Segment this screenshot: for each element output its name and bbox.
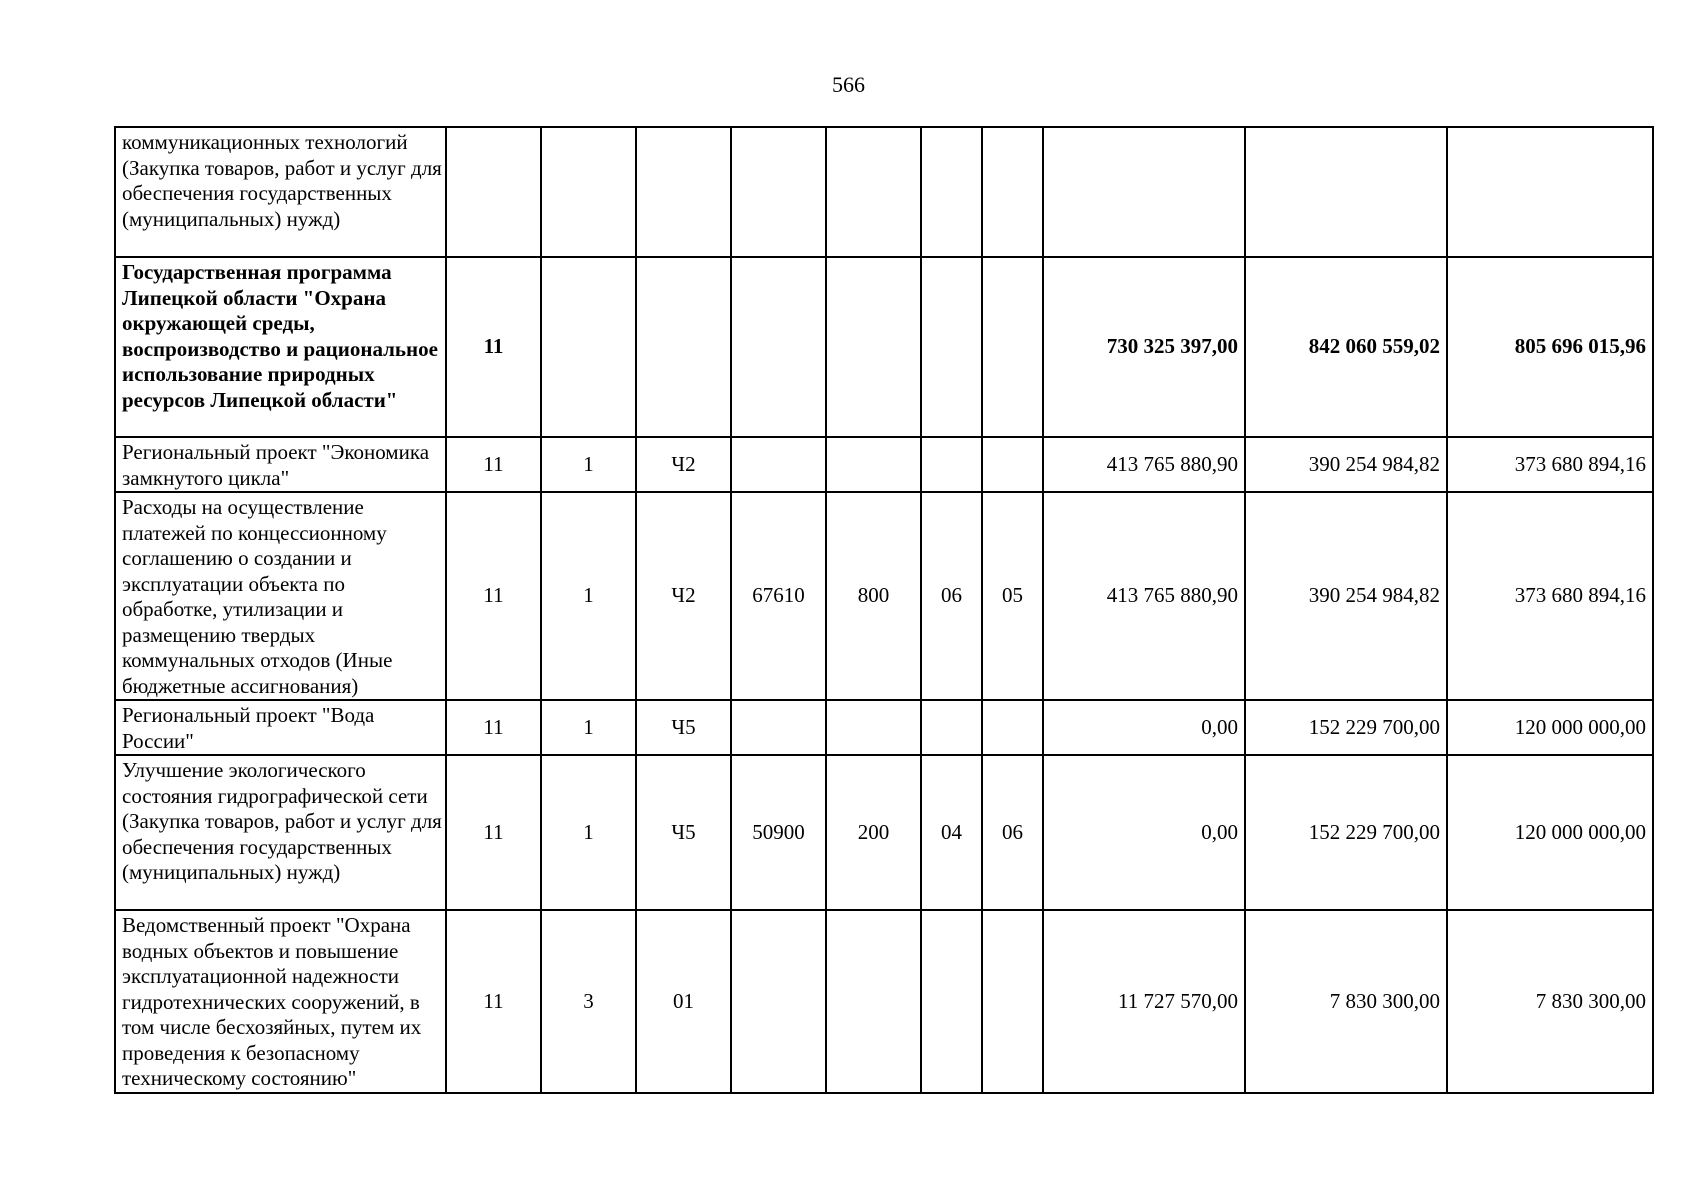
- subprogram-code-cell: 1: [541, 492, 636, 700]
- expense-type-cell: [826, 910, 921, 1093]
- project-code-cell: [636, 127, 731, 257]
- program-code-cell: 11: [446, 437, 541, 492]
- subsection-cell: [982, 127, 1043, 257]
- table-row: [115, 492, 1653, 700]
- amount-year2-cell: 842 060 559,02: [1245, 257, 1447, 437]
- amount-year2-cell: 390 254 984,82: [1245, 437, 1447, 492]
- budget-table: [114, 126, 1654, 1094]
- subsection-cell: [982, 910, 1043, 1093]
- amount-year3-cell: 373 680 894,16: [1447, 437, 1653, 492]
- direction-code-cell: 50900: [731, 755, 826, 910]
- amount-year2-cell: 390 254 984,82: [1245, 492, 1447, 700]
- row-name-cell: коммуникационных технологий (Закупка товаров, работ и услуг для обеспечения государственных (муниципальных) нужд): [115, 127, 446, 257]
- expense-type-cell: 800: [826, 492, 921, 700]
- amount-year1-cell: 0,00: [1043, 700, 1245, 755]
- amount-year1-cell: 730 325 397,00: [1043, 257, 1245, 437]
- amount-year3-cell: 120 000 000,00: [1447, 700, 1653, 755]
- amount-year3-cell: 7 830 300,00: [1447, 910, 1653, 1093]
- project-code-cell: Ч2: [636, 437, 731, 492]
- row-name-cell: Региональный проект "Экономика замкнутого цикла": [115, 437, 446, 492]
- table-row: [115, 700, 1653, 755]
- page-number: 566: [832, 72, 865, 97]
- expense-type-cell: [826, 127, 921, 257]
- expense-type-cell: [826, 437, 921, 492]
- subsection-cell: [982, 257, 1043, 437]
- amount-year2-cell: [1245, 127, 1447, 257]
- project-code-cell: Ч2: [636, 492, 731, 700]
- table-row: [115, 127, 1653, 257]
- amount-year1-cell: 413 765 880,90: [1043, 492, 1245, 700]
- amount-year3-cell: 805 696 015,96: [1447, 257, 1653, 437]
- amount-year1-cell: [1043, 127, 1245, 257]
- direction-code-cell: 67610: [731, 492, 826, 700]
- direction-code-cell: [731, 127, 826, 257]
- project-code-cell: [636, 257, 731, 437]
- row-name-cell: Ведомственный проект "Охрана водных объектов и повышение эксплуатационной надежности гидротехнических сооружений, в том числе бесхозяйных, путем их проведения к безопасному техническому состоянию": [115, 910, 446, 1093]
- subprogram-code-cell: 1: [541, 700, 636, 755]
- table-row: [115, 257, 1653, 437]
- table-row: [115, 910, 1653, 1093]
- expense-type-cell: 200: [826, 755, 921, 910]
- subprogram-code-cell: [541, 257, 636, 437]
- subprogram-code-cell: [541, 127, 636, 257]
- section-cell: 06: [921, 492, 982, 700]
- amount-year3-cell: 120 000 000,00: [1447, 755, 1653, 910]
- amount-year2-cell: 7 830 300,00: [1245, 910, 1447, 1093]
- row-name-cell: Улучшение экологического состояния гидрографической сети (Закупка товаров, работ и услуг для обеспечения государственных (муниципальных) нужд): [115, 755, 446, 910]
- subsection-cell: [982, 700, 1043, 755]
- row-name-cell: Расходы на осуществление платежей по концессионному соглашению о создании и эксплуатации объекта по обработке, утилизации и размещению твердых коммунальных отходов (Иные бюджетные ассигнования): [115, 492, 446, 700]
- amount-year3-cell: [1447, 127, 1653, 257]
- amount-year3-cell: 373 680 894,16: [1447, 492, 1653, 700]
- project-code-cell: Ч5: [636, 700, 731, 755]
- section-cell: 04: [921, 755, 982, 910]
- subsection-cell: 06: [982, 755, 1043, 910]
- program-code-cell: [446, 127, 541, 257]
- section-cell: [921, 127, 982, 257]
- direction-code-cell: [731, 700, 826, 755]
- project-code-cell: 01: [636, 910, 731, 1093]
- direction-code-cell: [731, 257, 826, 437]
- program-code-cell: 11: [446, 755, 541, 910]
- row-name-cell: Государственная программа Липецкой области "Охрана окружающей среды, воспроизводство и рациональное использование природных ресурсов Липецкой области": [115, 257, 446, 437]
- section-cell: [921, 257, 982, 437]
- program-code-cell: 11: [446, 910, 541, 1093]
- program-code-cell: 11: [446, 492, 541, 700]
- expense-type-cell: [826, 700, 921, 755]
- amount-year1-cell: 0,00: [1043, 755, 1245, 910]
- direction-code-cell: [731, 910, 826, 1093]
- subsection-cell: 05: [982, 492, 1043, 700]
- amount-year2-cell: 152 229 700,00: [1245, 700, 1447, 755]
- amount-year1-cell: 11 727 570,00: [1043, 910, 1245, 1093]
- subprogram-code-cell: 1: [541, 437, 636, 492]
- direction-code-cell: [731, 437, 826, 492]
- table-row: [115, 755, 1653, 910]
- project-code-cell: Ч5: [636, 755, 731, 910]
- section-cell: [921, 910, 982, 1093]
- subsection-cell: [982, 437, 1043, 492]
- amount-year2-cell: 152 229 700,00: [1245, 755, 1447, 910]
- subprogram-code-cell: 1: [541, 755, 636, 910]
- program-code-cell: 11: [446, 257, 541, 437]
- amount-year1-cell: 413 765 880,90: [1043, 437, 1245, 492]
- expense-type-cell: [826, 257, 921, 437]
- program-code-cell: 11: [446, 700, 541, 755]
- section-cell: [921, 700, 982, 755]
- subprogram-code-cell: 3: [541, 910, 636, 1093]
- row-name-cell: Региональный проект "Вода России": [115, 700, 446, 755]
- section-cell: [921, 437, 982, 492]
- table-row: [115, 437, 1653, 492]
